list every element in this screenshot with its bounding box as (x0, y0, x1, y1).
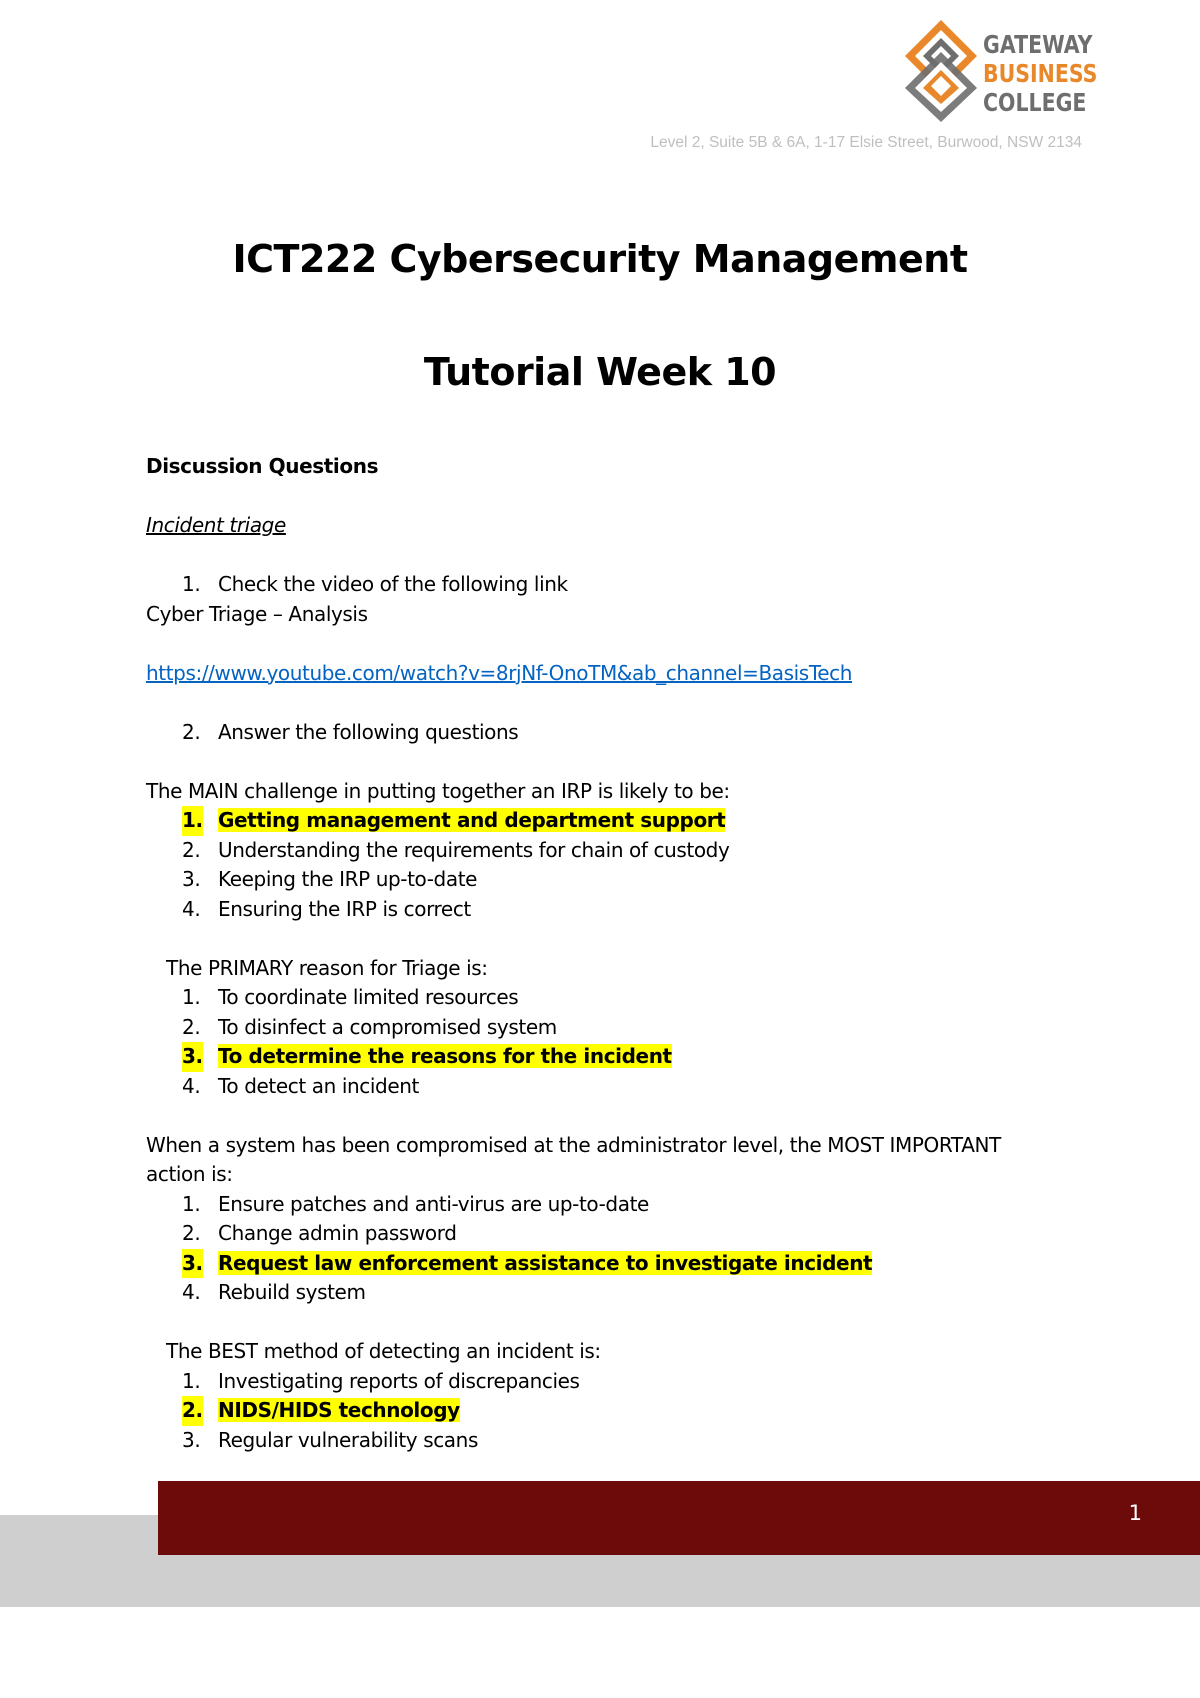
option-text: Ensure patches and anti-virus are up-to-date (218, 1191, 649, 1216)
logo-wordmark (983, 30, 1097, 117)
answer-option (146, 983, 1046, 1013)
highlighted-answer: Request law enforcement assistance to investigate incident (218, 1250, 873, 1275)
option-number: 3. (182, 867, 201, 891)
answer-option (146, 806, 1046, 836)
logo-line-gateway: GATEWAY (983, 30, 1093, 59)
option-text: To coordinate limited resources (218, 985, 519, 1009)
option-number: 3. (182, 1042, 203, 1072)
answer-option (146, 1219, 1046, 1249)
answer-option (146, 1042, 1046, 1072)
answer-option (146, 1367, 1046, 1397)
option-number: 3. (182, 1249, 203, 1279)
question-prompt: The MAIN challenge in putting together an IRP is likely to be: (146, 778, 730, 803)
document-body (146, 452, 1046, 1455)
footer-bar (158, 1481, 1200, 1555)
answer-option (146, 1013, 1046, 1043)
answer-option (146, 1190, 1046, 1220)
document-title: ICT222 Cybersecurity Management (232, 237, 968, 281)
option-text: To disinfect a compromised system (218, 1014, 557, 1039)
logo-line-college: COLLEGE (983, 88, 1087, 117)
option-text: Understanding the requirements for chain of custody (218, 837, 730, 862)
step-number: 1. (182, 572, 201, 596)
option-number: 3. (182, 1427, 201, 1452)
answer-option (146, 895, 1046, 925)
option-text: Rebuild system (218, 1280, 366, 1304)
option-text: Ensuring the IRP is correct (218, 896, 471, 921)
question-prompt: The PRIMARY reason for Triage is: (166, 955, 488, 980)
answer-option (146, 1396, 1046, 1426)
highlighted-answer: To determine the reasons for the incident (218, 1044, 672, 1068)
option-number: 1. (182, 806, 203, 836)
college-logo (903, 18, 1098, 128)
step-number: 2. (182, 719, 201, 744)
option-text: Keeping the IRP up-to-date (218, 867, 478, 891)
option-number: 2. (182, 1014, 201, 1039)
question-prompt: When a system has been compromised at the administrator level, the MOST IMPORTANT (146, 1132, 1001, 1157)
answer-option (146, 1072, 1046, 1102)
option-number: 4. (182, 896, 201, 921)
option-number: 1. (182, 985, 201, 1009)
logo-diamond-icon (903, 18, 981, 123)
answer-option (146, 1278, 1046, 1308)
option-number: 4. (182, 1280, 201, 1304)
option-number: 2. (182, 1396, 203, 1426)
page-number: 1 (1128, 1501, 1142, 1525)
option-text: Investigating reports of discrepancies (218, 1368, 580, 1393)
question-prompt: The BEST method of detecting an incident is: (166, 1339, 601, 1363)
option-number: 2. (182, 837, 201, 862)
subsection-heading: Incident triage (146, 513, 286, 537)
answer-option (146, 1426, 1046, 1456)
section-heading: Discussion Questions (146, 454, 379, 478)
answer-option (146, 865, 1046, 895)
option-number: 4. (182, 1073, 201, 1098)
step-item (146, 718, 1046, 748)
step-item (146, 570, 1046, 600)
answer-option (146, 1249, 1046, 1279)
video-link[interactable]: https://www.youtube.com/watch?v=8rjNf-OnoTM&ab_channel=BasisTech (146, 660, 853, 685)
question-prompt-continued: action is: (146, 1162, 233, 1186)
video-caption: Cyber Triage – Analysis (146, 601, 368, 626)
option-number: 2. (182, 1221, 201, 1245)
step-text: Check the video of the following link (218, 572, 568, 596)
option-text: Regular vulnerability scans (218, 1427, 478, 1452)
header-address: Level 2, Suite 5B & 6A, 1-17 Elsie Street, Burwood, NSW 2134 (650, 134, 1082, 151)
option-number: 1. (182, 1191, 201, 1216)
option-text: To detect an incident (218, 1073, 419, 1098)
document-subtitle: Tutorial Week 10 (423, 350, 777, 394)
highlighted-answer: Getting management and department support (218, 808, 726, 832)
option-text: Change admin password (218, 1221, 457, 1245)
answer-option (146, 836, 1046, 866)
highlighted-answer: NIDS/HIDS technology (218, 1398, 460, 1422)
step-text: Answer the following questions (218, 719, 519, 744)
option-number: 1. (182, 1368, 201, 1393)
logo-line-business: BUSINESS (983, 59, 1098, 88)
